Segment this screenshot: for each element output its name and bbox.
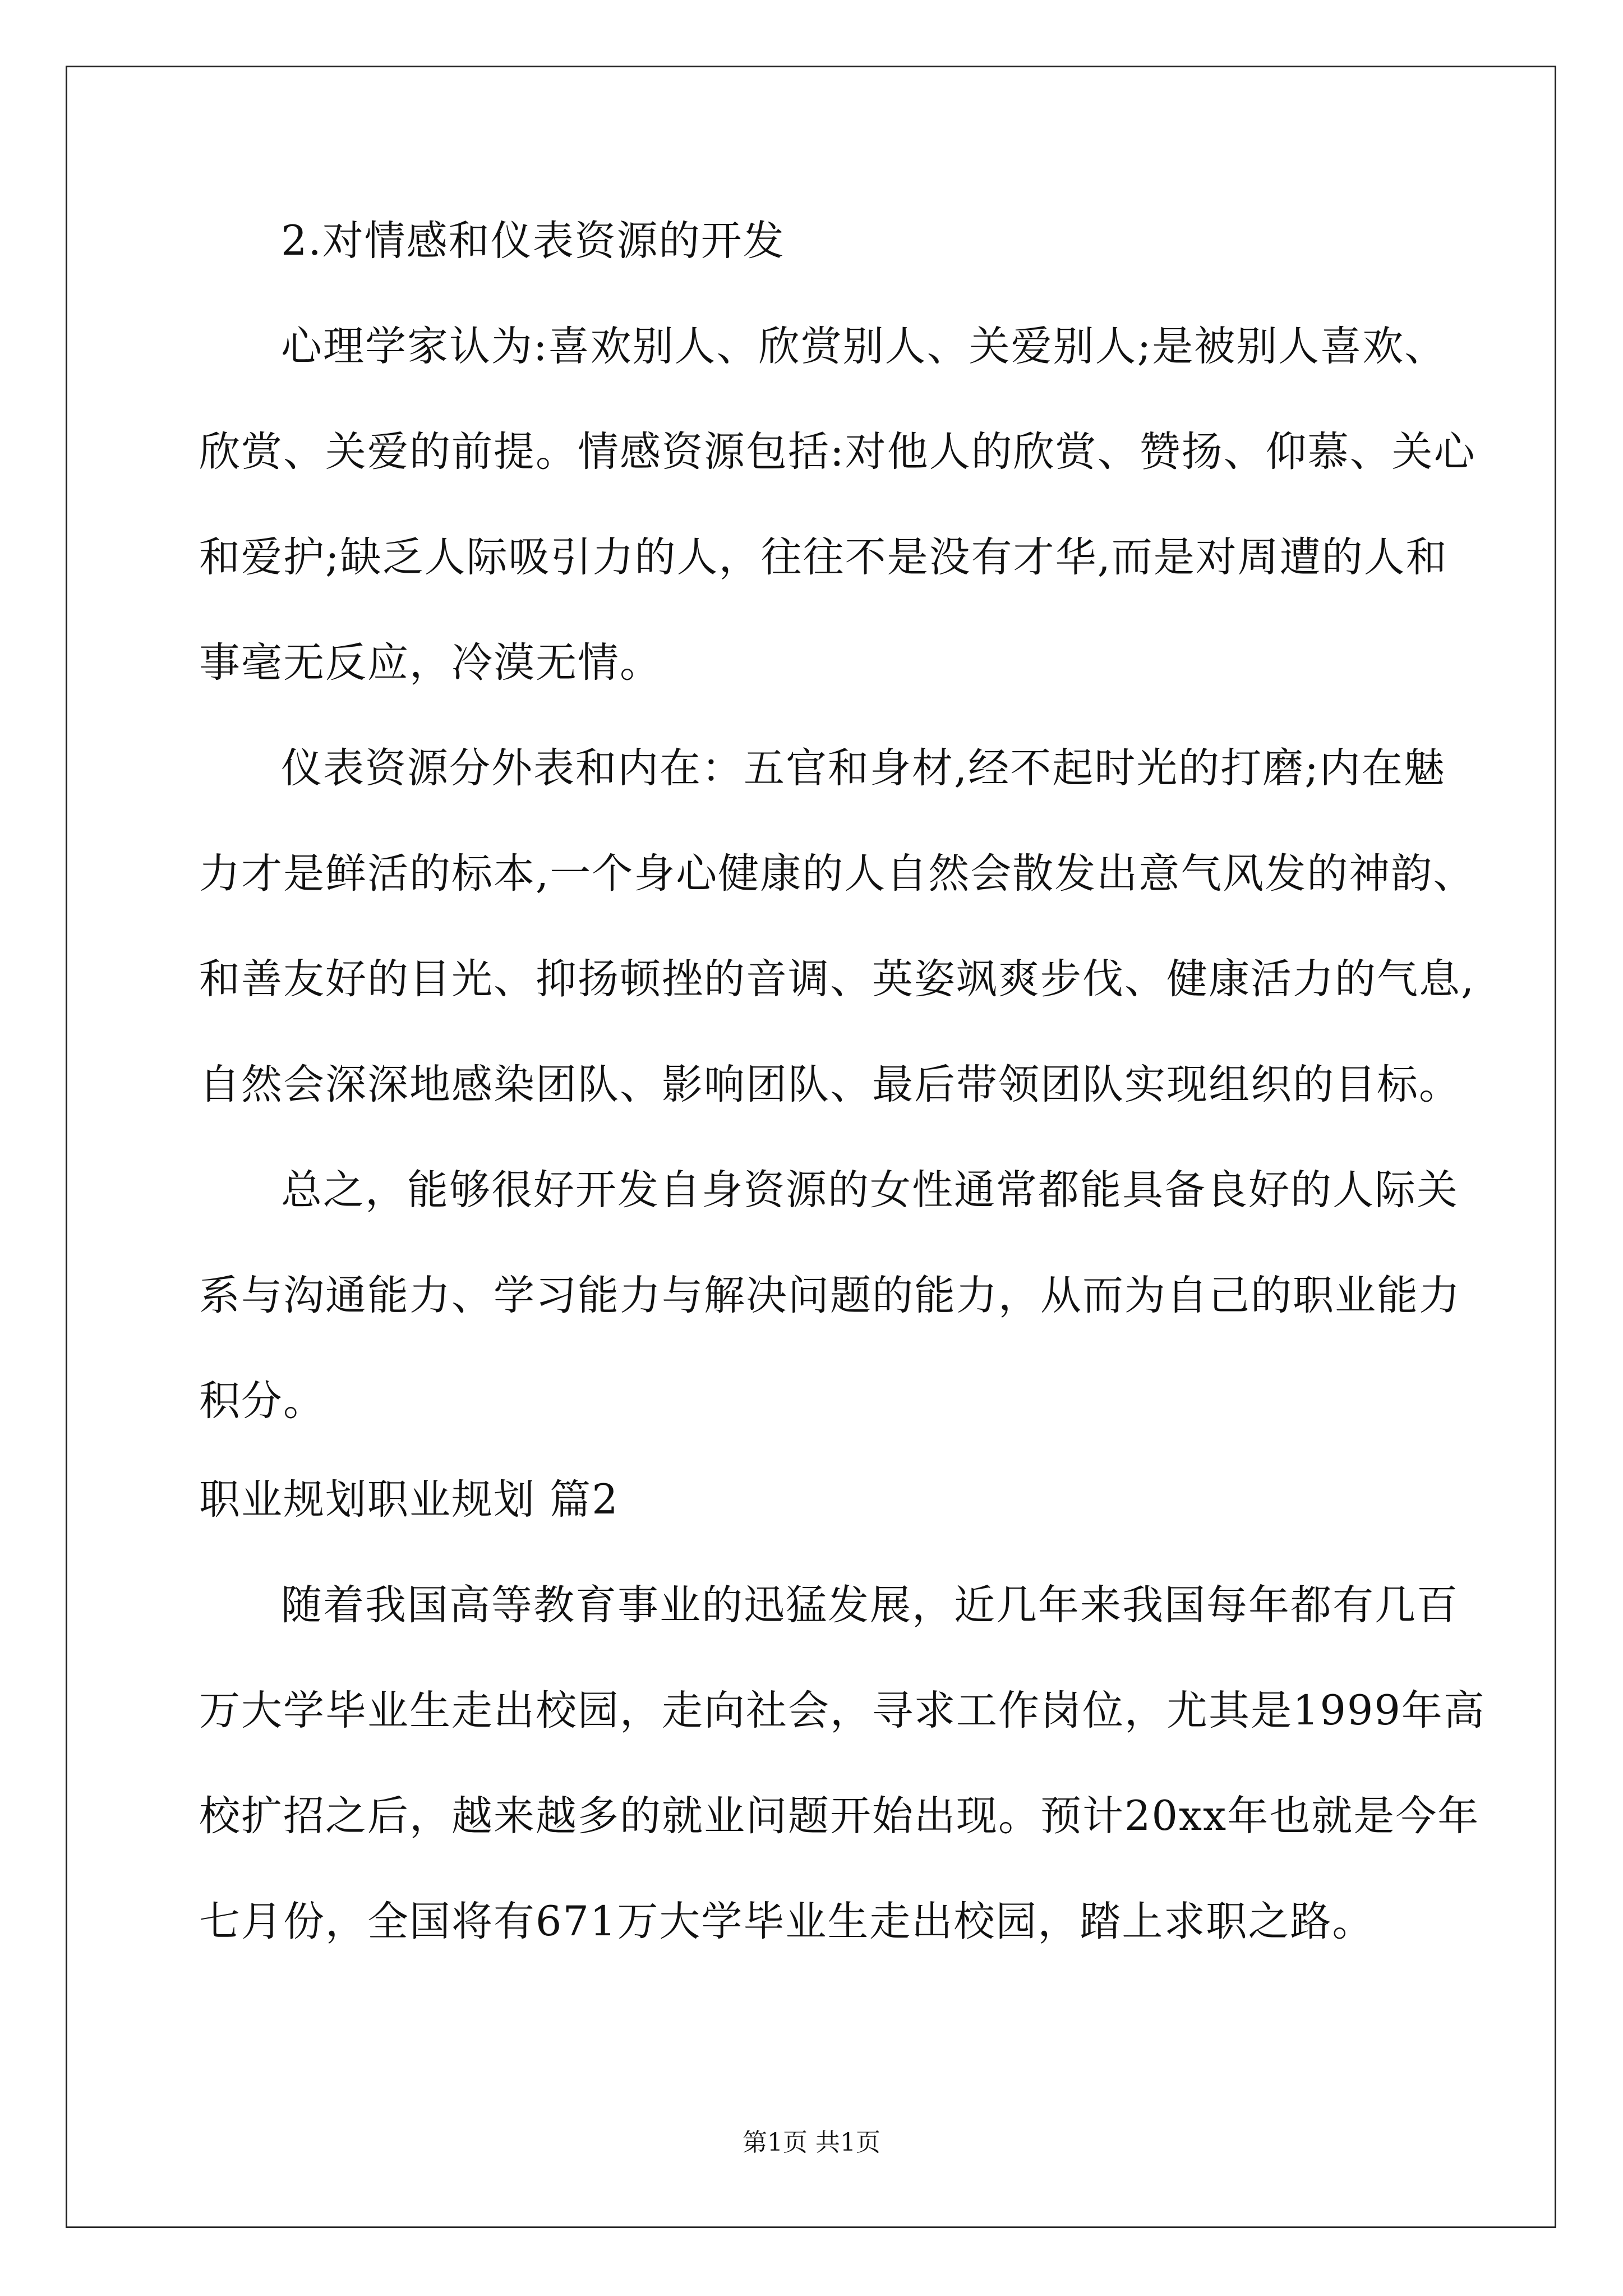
- paragraph-line: 欣赏、关爱的前提。情感资源包括:对他人的欣赏、赞扬、仰慕、关心: [199, 428, 1476, 476]
- paragraph-line: 系与沟通能力、学习能力与解决问题的能力，从而为自己的职业能力: [199, 1272, 1461, 1319]
- paragraph-line: 校扩招之后，越来越多的就业问题开始出现。预计20xx年也就是今年: [199, 1792, 1480, 1840]
- paragraph-line: 自然会深深地感染团队、影响团队、最后带领团队实现组织的目标。: [199, 1061, 1461, 1108]
- paragraph-line: 随着我国高等教育事业的迅猛发展，近几年来我国每年都有几百: [281, 1581, 1459, 1629]
- paragraph-line: 和善友好的目光、抑扬顿挫的音调、英姿飒爽步伐、健康活力的气息,: [199, 955, 1476, 1003]
- paragraph-line: 和爱护;缺乏人际吸引力的人，往往不是没有才华,而是对周遭的人和: [199, 533, 1448, 581]
- paragraph-line: 总之，能够很好开发自身资源的女性通常都能具备良好的人际关: [281, 1166, 1459, 1214]
- paragraph-line: 七月份，全国将有671万大学毕业生走出校园，踏上求职之路。: [199, 1898, 1375, 1945]
- paragraph-line: 心理学家认为:喜欢别人、欣赏别人、关爱别人;是被别人喜欢、: [281, 323, 1447, 370]
- section-heading: 2.对情感和仪表资源的开发: [281, 217, 785, 265]
- paragraph-line: 仪表资源分外表和内在：五官和身材,经不起时光的打磨;内在魅: [281, 744, 1446, 792]
- paragraph-line: 事毫无反应，冷漠无情。: [199, 639, 662, 687]
- page-footer: 第1页 共1页: [743, 2128, 880, 2157]
- paragraph-line: 万大学毕业生走出校园，走向社会，寻求工作岗位，尤其是1999年高: [199, 1687, 1486, 1734]
- paragraph-line: 积分。: [199, 1377, 325, 1425]
- section-title: 职业规划职业规划 篇2: [199, 1476, 619, 1524]
- paragraph-line: 力才是鲜活的标本,一个身心健康的人自然会散发出意气风发的神韵、: [199, 850, 1476, 898]
